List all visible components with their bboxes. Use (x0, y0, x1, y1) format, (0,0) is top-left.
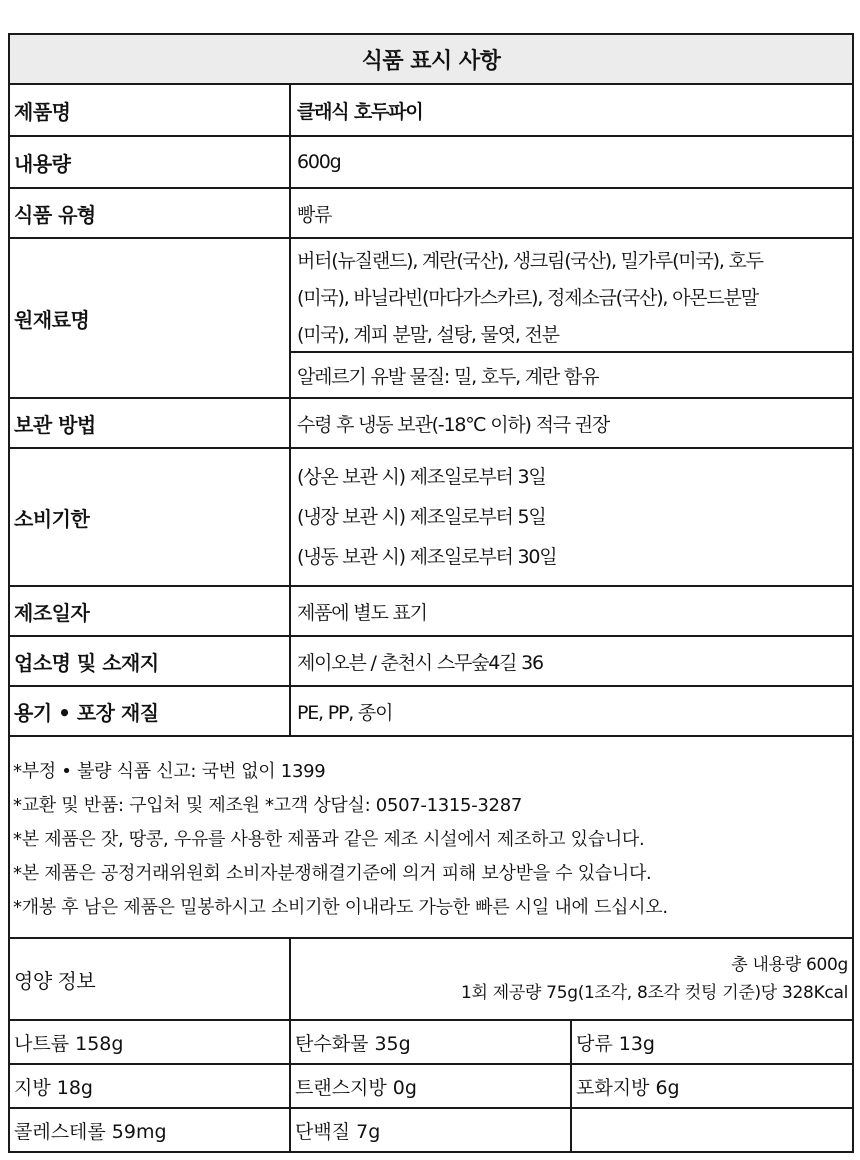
row-label: 보관 방법 (10, 399, 291, 447)
row-label: 식품 유형 (10, 189, 291, 237)
row-packaging (10, 687, 852, 737)
row-label: 내용량 (10, 137, 291, 187)
row-label: 용기 • 포장 재질 (10, 687, 291, 735)
row-content (10, 137, 852, 189)
nutrition-row (10, 1065, 852, 1109)
product-name-value: 클래식 호두파이 (297, 100, 423, 123)
label-title: 식품 표시 사항 (10, 35, 852, 85)
nutrition-cell (572, 1109, 852, 1151)
notice-line: *개봉 후 남은 제품은 밀봉하시고 소비기한 이내라도 가능한 빠른 시일 내에 드십시오. (13, 897, 668, 918)
notice-line: *교환 및 반품: 구입처 및 제조원 *고객 상담실: 0507-1315-3287 (13, 795, 523, 816)
allergy-info: 알레르기 유발 물질: 밀, 호두, 계란 함유 (297, 365, 599, 388)
nutrition-total: 총 내용량 600g (731, 955, 848, 975)
notice-line: *부정 • 불량 식품 신고: 국번 없이 1399 (13, 761, 326, 782)
nutrition-cell: 탄수화물 35g (291, 1021, 572, 1063)
food-label-table (8, 33, 854, 1153)
nutrition-row (10, 1021, 852, 1065)
ingredients-line: (미국), 바닐라빈(마다가스카르), 정제소금(국산), 아몬드분말 (297, 287, 758, 309)
packaging-value: PE, PP, 종이 (297, 701, 393, 724)
content-value: 600g (297, 151, 341, 173)
row-storage (10, 399, 852, 449)
nutrition-row (10, 1109, 852, 1151)
nutrition-serving: 1회 제공량 75g(1조각, 8조각 컷팅 기준)당 328Kcal (460, 983, 848, 1003)
row-label: 제조일자 (10, 587, 291, 635)
nutrition-cell: 트랜스지방 0g (291, 1065, 572, 1107)
expiry-line: (냉장 보관 시) 제조일로부터 5일 (297, 506, 546, 528)
nutrition-cell: 지방 18g (10, 1065, 291, 1107)
nutrition-cell: 포화지방 6g (576, 1076, 680, 1099)
row-label: 업소명 및 소재지 (10, 637, 291, 685)
nutrition-label: 영양 정보 (10, 939, 291, 1019)
nutrition-cell: 단백질 7g (291, 1109, 572, 1151)
ingredients-line: (미국), 계피 분말, 설탕, 물엿, 전분 (297, 324, 559, 346)
row-company (10, 637, 852, 687)
nutrition-header (10, 939, 852, 1021)
expiry-list (291, 449, 852, 585)
food-type-value: 빵류 (297, 203, 332, 226)
company-value: 제이오븐 / 춘천시 스무숲4길 36 (297, 651, 543, 674)
storage-value: 수령 후 냉동 보관(-18℃ 이하) 적극 권장 (297, 413, 610, 436)
row-label: 원재료명 (10, 239, 291, 397)
ingredients-line: 버터(뉴질랜드), 계란(국산), 생크림(국산), 밀가루(미국), 호두 (297, 250, 763, 272)
row-food-type (10, 189, 852, 239)
row-mfg-date (10, 587, 852, 637)
expiry-line: (냉동 보관 시) 제조일로부터 30일 (297, 546, 557, 568)
row-product-name (10, 85, 852, 137)
row-label: 제품명 (10, 85, 291, 135)
nutrition-cell: 당류 13g (576, 1032, 655, 1055)
row-label: 소비기한 (10, 449, 291, 585)
row-expiry (10, 449, 852, 587)
expiry-line: (상온 보관 시) 제조일로부터 3일 (297, 466, 546, 488)
notice-line: *본 제품은 공정거래위원회 소비자분쟁해결기준에 의거 피해 보상받을 수 있습니다. (13, 863, 652, 884)
nutrition-cell: 나트륨 158g (10, 1021, 291, 1063)
notice-block (10, 737, 852, 939)
nutrition-cell: 콜레스테롤 59mg (10, 1109, 291, 1151)
ingredients-list (291, 239, 852, 353)
notice-line: *본 제품은 잣, 땅콩, 우유를 사용한 제품과 같은 제조 시설에서 제조하고 있습니다. (13, 829, 645, 850)
mfg-date-value: 제품에 별도 표기 (297, 601, 427, 624)
row-ingredients (10, 239, 852, 399)
